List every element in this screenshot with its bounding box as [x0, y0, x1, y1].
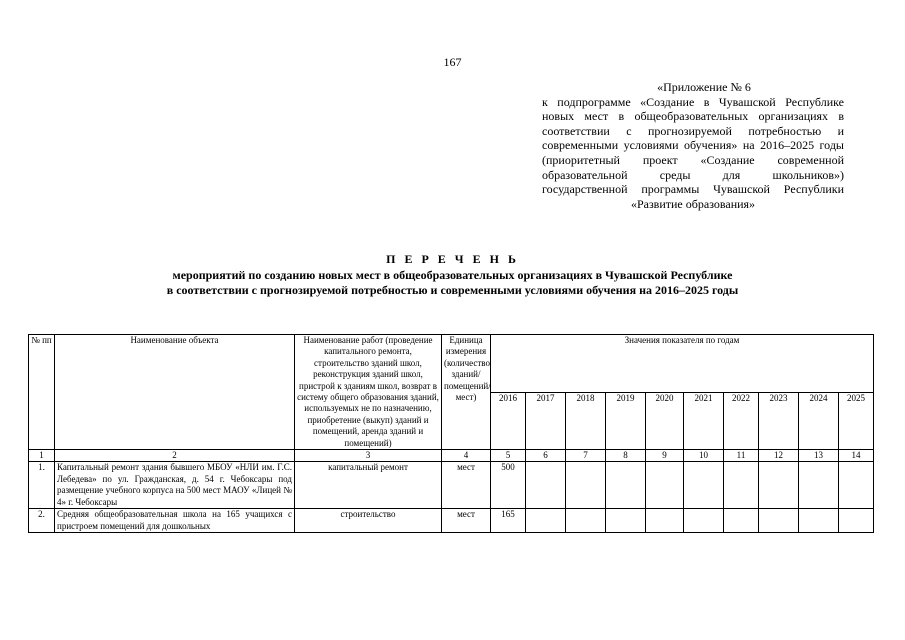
row-unit: мест: [442, 462, 491, 509]
column-number: 8: [606, 450, 646, 462]
column-number: 6: [526, 450, 566, 462]
row-value: [684, 509, 724, 533]
header-object: Наименование объекта: [55, 335, 295, 450]
column-number: 13: [799, 450, 839, 462]
header-year: 2020: [646, 392, 684, 450]
row-object: Капитальный ремонт здания бывшего МБОУ «НЛИ им. Г.С. Лебедева» по ул. Гражданская, д. 54 г. Чебоксары под размещение учебного корпуса на 500 мест МАОУ «Лицей № 4» г. Чебоксары: [55, 462, 295, 509]
page-number: 167: [443, 55, 462, 69]
row-value: [646, 509, 684, 533]
row-value: [606, 509, 646, 533]
column-number: 9: [646, 450, 684, 462]
column-number: 2: [55, 450, 295, 462]
header-year: 2024: [799, 392, 839, 450]
row-value: 165: [491, 509, 526, 533]
header-year: 2025: [839, 392, 874, 450]
row-value: [526, 509, 566, 533]
column-number: 11: [724, 450, 759, 462]
row-value: [566, 462, 606, 509]
header-works: Наименование работ (проведение капитального ремонта, строительство зданий школ, реконструкция зданий школ, пристрой к зданиям школ, возврат в систему общего образования зданий, используемых не по назначению, приобретение (выкуп) зданий и помещений, аренда зданий и помещений): [295, 335, 442, 450]
measures-table: [28, 334, 874, 533]
column-number: 5: [491, 450, 526, 462]
column-number: 1: [29, 450, 55, 462]
header-year: 2017: [526, 392, 566, 450]
row-value: [566, 509, 606, 533]
row-unit: мест: [442, 509, 491, 533]
header-row: [29, 335, 874, 393]
column-number: 4: [442, 450, 491, 462]
row-num: 2.: [29, 509, 55, 533]
column-number: 3: [295, 450, 442, 462]
column-number: 12: [759, 450, 799, 462]
appendix-note: [542, 80, 844, 211]
table-row: [29, 462, 874, 509]
header-year: 2018: [566, 392, 606, 450]
row-value: [684, 462, 724, 509]
row-value: [759, 509, 799, 533]
row-value: [724, 509, 759, 533]
row-value: [759, 462, 799, 509]
header-year: 2019: [606, 392, 646, 450]
row-value: [646, 462, 684, 509]
row-value: [606, 462, 646, 509]
column-number: 10: [684, 450, 724, 462]
row-value: [799, 462, 839, 509]
column-numbers-row: [29, 450, 874, 462]
header-unit: Единица измерения (количество зданий/ помещений/ мест): [442, 335, 491, 450]
row-value: 500: [491, 462, 526, 509]
header-year: 2016: [491, 392, 526, 450]
document-subtitle: [0, 268, 905, 298]
table-row: [29, 509, 874, 533]
row-object: Средняя общеобразовательная школа на 165 учащихся с пристроем помещений для дошкольных: [55, 509, 295, 533]
row-works: капитальный ремонт: [295, 462, 442, 509]
row-works: строительство: [295, 509, 442, 533]
subtitle-line-1: мероприятий по созданию новых мест в общеобразовательных организациях в Чувашской Республике: [172, 268, 733, 282]
row-value: [724, 462, 759, 509]
row-num: 1.: [29, 462, 55, 509]
column-number: 14: [839, 450, 874, 462]
column-number: 7: [566, 450, 606, 462]
row-value: [839, 462, 874, 509]
row-value: [526, 462, 566, 509]
document-title: П Е Р Е Ч Е Н Ь: [386, 252, 519, 266]
header-year: 2022: [724, 392, 759, 450]
subtitle-line-2: в соответствии с прогнозируемой потребностью и современными условиями обучения на 2016–2025 годы: [166, 283, 739, 297]
header-year: 2023: [759, 392, 799, 450]
row-value: [839, 509, 874, 533]
row-value: [799, 509, 839, 533]
header-values-group: Значения показателя по годам: [491, 335, 874, 393]
appendix-body: к подпрограмме «Создание в Чувашской Республике новых мест в общеобразовательных организациях в соответствии с прогнозируемой потребностью и современными условиями обучения» на 2016–2025 годы (приоритетный проект «Создание современной образовательной среды для школьников») государственной программы Чувашской Республики «Развитие образования»: [542, 94, 844, 211]
header-year: 2021: [684, 392, 724, 450]
appendix-title: «Приложение № 6: [657, 80, 751, 94]
header-num: № пп: [29, 335, 55, 450]
